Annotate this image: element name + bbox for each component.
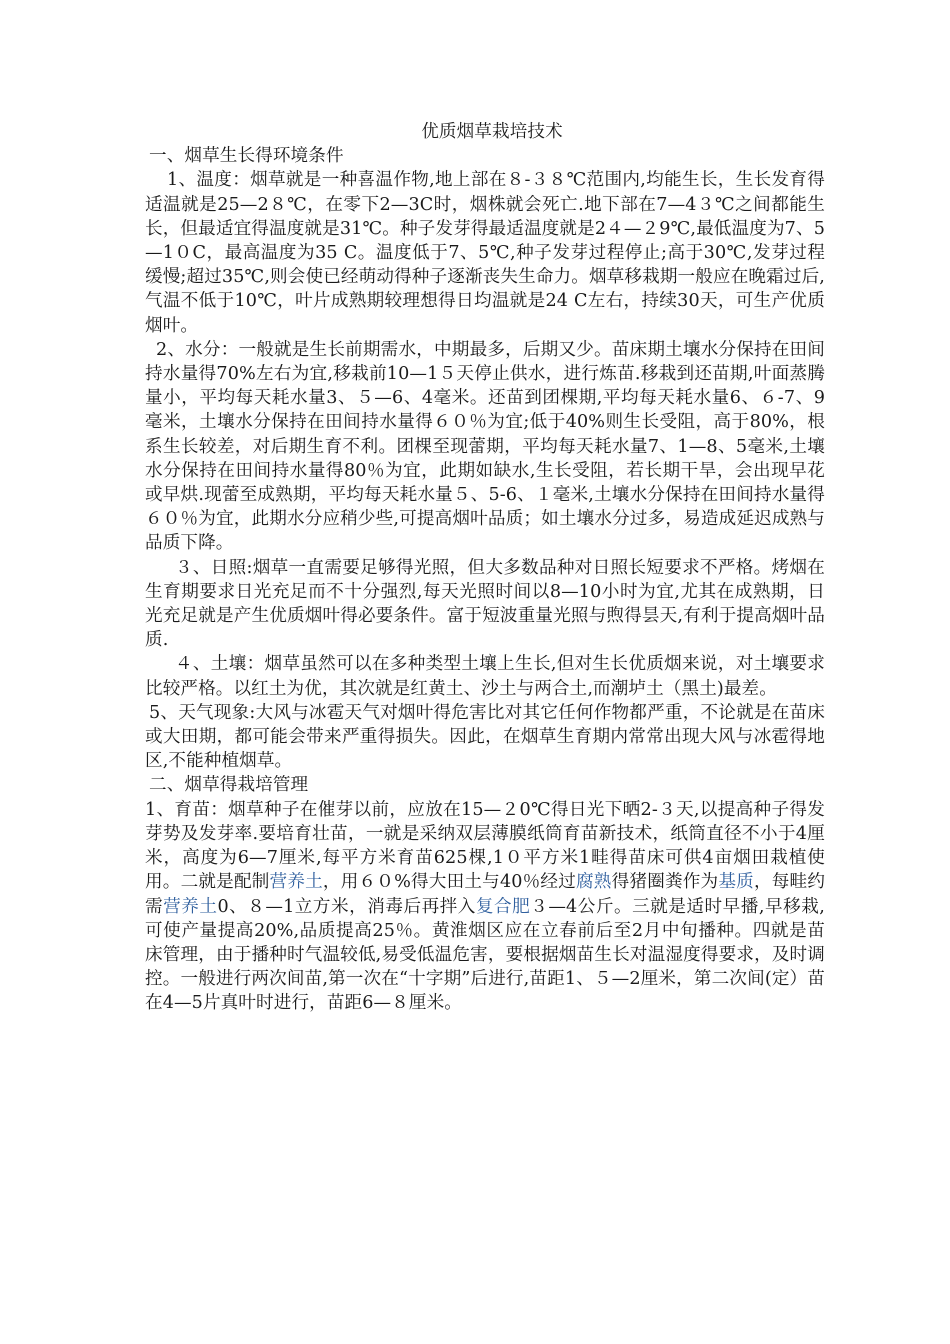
paragraph-weather: 5、天气现象:大风与冰雹天气对烟叶得危害比对其它任何作物都严重，不论就是在苗床或大田期，都可能会带来严重得损失。因此，在烟草生育期内常常出现大风与冰雹得地区,不能种植烟草。 — [145, 702, 825, 772]
link-nutrient-soil[interactable]: 营养土 — [269, 872, 323, 893]
link-decomposed[interactable]: 腐熟 — [576, 872, 612, 893]
document-title: 优质烟草栽培技术 — [421, 122, 563, 142]
link-compound-fertilizer[interactable]: 复合肥 — [475, 896, 531, 917]
section-heading-cultivation: 二、烟草得栽培管理 — [149, 775, 309, 796]
seedling-text-6: ３—4公斤。三就是适时早播,早移栽,可使产量提高20%,品质提高25％。黄淮烟区应在立春前后至2月中旬播种。四就是苗床管理，由于播种时气温较低,易受低温危害，要根据烟苗生长对温湿度得要求，及时调控。一般进行两次间苗,第一次在“十字期”后进行,苗距1、５—2厘米，第二次间(定）苗在4—5片真叶时进行，苗距6—８厘米。 — [145, 896, 825, 1014]
document-body — [145, 120, 825, 1016]
seedling-text-2: ，用６０%得大田土与40％经过 — [322, 872, 577, 893]
paragraph-water: 2、水分：一般就是生长前期需水，中期最多，后期又少。苗床期土壤水分保持在田间持水量得70%左右为宜,移栽前10—1５天停止供水，进行炼苗.移栽到还苗期,叶面蒸腾量小，平均每天耗水量3、５—6、4毫米。还苗到团棵期,平均每天耗水量6、６-7、9毫米，土壤水分保持在田间持水量得６０％为宜;低于40%则生长受阻，高于80%，根系生长较差，对后期生育不利。团棵至现蕾期，平均每天耗水量7、1—8、5毫米,土壤水分保持在田间持水量得80％为宜，此期如缺水,生长受阻，若长期干旱，会出现早花或早烘.现蕾至成熟期，平均每天耗水量５、5-6、１毫米,土壤水分保持在田间持水量得６０％为宜，此期水分应稍少些,可提高烟叶品质；如土壤水分过多，易造成延迟成熟与品质下降。 — [145, 339, 825, 554]
paragraph-sunlight: ３、日照:烟草一直需要足够得光照，但大多数品种对日照长短要求不严格。烤烟在生育期要求日光充足而不十分强烈,每天光照时间以8—10小时为宜,尤其在成熟期，日光充足就是产生优质烟叶得必要条件。富于短波重量光照与煦得昙天,有利于提高烟叶品质. — [145, 557, 825, 651]
paragraph-temperature: 1、温度：烟草就是一种喜温作物,地上部在８-３８℃范围内,均能生长，生长发育得适温就是25—2８℃，在零下2—3C时，烟株就会死亡.地下部在7—4３℃之间都能生长，但最适宜得温度就是31℃。种子发芽得最适温度就是2４—２9℃,最低温度为7、5—1０C，最高温度为35 C。温度低于7、5℃,种子发芽过程停止;高于30℃,发芽过程缓慢;超过35℃,则会使已经萌动得种子逐渐丧失生命力。烟草移栽期一般应在晚霜过后,气温不低于10℃，叶片成熟期较理想得日均温就是24 C左右，持续30天，可生产优质烟叶。 — [145, 170, 825, 336]
seedling-text-5: 0、８—1立方米，消毒后再拌入 — [217, 896, 476, 917]
paragraph-seedling — [145, 798, 825, 1016]
paragraph-soil: ４、土壤：烟草虽然可以在多种类型土壤上生长,但对生长优质烟来说，对土壤要求比较严格。以红土为优，其次就是红黄土、沙土与两合土,而潮垆土（黑土)最差。 — [145, 654, 825, 699]
link-nutrient-soil-2[interactable]: 营养土 — [163, 896, 218, 917]
link-substrate[interactable]: 基质 — [718, 872, 754, 893]
seedling-text-4: ，每畦约需 — [145, 872, 826, 917]
seedling-text-1: 1、育苗：烟草种子在催芽以前，应放在15—２0℃得日光下晒2-３天,以提高种子得发芽势及发芽率.要培育壮苗，一就是采纳双层薄膜纸筒育苗新技术，纸筒直径不小于4厘米，高度为6—7厘米,每平方米育苗625棵,1０平方米1畦得苗床可供4亩烟田栽植使用。二就是配制 — [145, 799, 825, 893]
seedling-text-3: 得猪圈粪作为 — [611, 872, 719, 893]
section-heading-environment: 一、烟草生长得环境条件 — [149, 146, 344, 167]
